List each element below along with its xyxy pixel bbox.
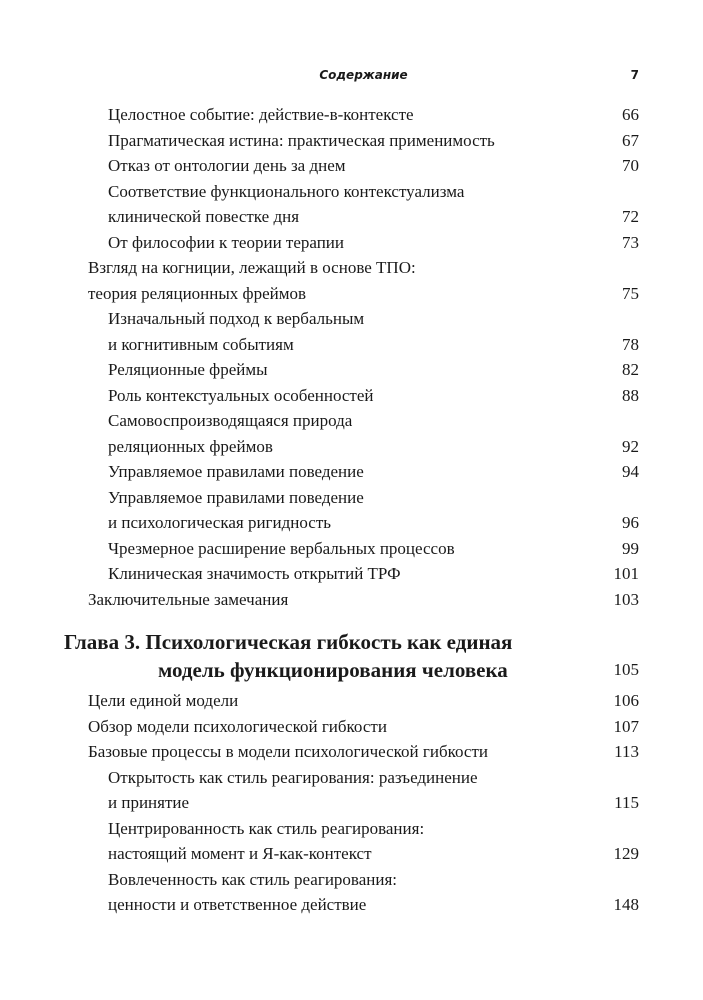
toc-entry-title: и психологическая ригидность bbox=[108, 513, 332, 532]
toc-entry-page: 101 bbox=[613, 564, 639, 583]
toc-entry-page: 92 bbox=[622, 436, 639, 456]
toc-entry[interactable] bbox=[0, 179, 703, 230]
toc-entry-title: Вовлеченность как стиль реагирования: bbox=[108, 869, 398, 889]
toc-entry-page: 103 bbox=[613, 589, 639, 609]
toc-entry-page: 94 bbox=[622, 462, 639, 481]
toc-entry-page: 73 bbox=[622, 232, 639, 252]
toc-entry[interactable] bbox=[0, 357, 703, 383]
toc-entry-title: реляционных фреймов bbox=[108, 436, 273, 456]
toc-entry[interactable] bbox=[0, 255, 703, 306]
chapter-title-line-1: Глава 3. Психологическая гибкость как единая bbox=[64, 630, 513, 654]
toc-entry-title: клинической повестке дня bbox=[108, 207, 300, 226]
chapter-page-number: 105 bbox=[613, 660, 639, 679]
toc-entry-page: 70 bbox=[622, 156, 639, 175]
toc-entry[interactable] bbox=[0, 714, 703, 740]
toc-entry-title: теория реляционных фреймов bbox=[88, 283, 306, 303]
toc-list-chapter-2-tail bbox=[0, 102, 703, 612]
toc-entry[interactable] bbox=[0, 485, 703, 536]
toc-entry-title: Прагматическая истина: практическая применимость bbox=[108, 130, 495, 150]
toc-entry[interactable] bbox=[0, 536, 703, 562]
toc-entry-page: 88 bbox=[622, 385, 639, 405]
toc-entry-page: 148 bbox=[613, 895, 639, 914]
toc-entry-title: Управляемое правилами поведение bbox=[108, 462, 364, 481]
toc-entry[interactable] bbox=[0, 587, 703, 613]
toc-entry[interactable] bbox=[0, 153, 703, 179]
toc-entry[interactable] bbox=[0, 306, 703, 357]
toc-entry[interactable] bbox=[0, 383, 703, 409]
toc-entry-page: 106 bbox=[613, 691, 639, 710]
page-number: 7 bbox=[630, 68, 639, 82]
toc-entry-page: 78 bbox=[622, 334, 639, 354]
toc-entry-page: 96 bbox=[622, 513, 639, 532]
toc-entry[interactable] bbox=[0, 688, 703, 714]
toc-entry-page: 82 bbox=[622, 360, 639, 379]
toc-entry-title: Заключительные замечания bbox=[88, 589, 289, 609]
chapter-heading[interactable] bbox=[0, 628, 703, 684]
table-of-contents bbox=[0, 102, 703, 918]
toc-entry-title: Изначальный подход к вербальным bbox=[108, 309, 365, 328]
toc-entry-page: 129 bbox=[613, 844, 639, 863]
toc-entry-title: Базовые процессы в модели психологической гибкости bbox=[88, 742, 489, 761]
running-head bbox=[88, 66, 639, 86]
toc-entry-title: и когнитивным событиям bbox=[108, 334, 294, 354]
toc-entry-title: Реляционные фреймы bbox=[108, 360, 268, 379]
toc-entry[interactable] bbox=[0, 408, 703, 459]
toc-entry-title: Управляемое правилами поведение bbox=[108, 487, 364, 507]
toc-entry[interactable] bbox=[0, 459, 703, 485]
toc-entry-title: и принятие bbox=[108, 793, 190, 812]
running-head-title: Содержание bbox=[319, 68, 408, 82]
toc-entry-page: 115 bbox=[614, 793, 639, 812]
toc-entry[interactable] bbox=[0, 739, 703, 765]
toc-entry-title: Центрированность как стиль реагирования: bbox=[108, 818, 425, 838]
toc-entry-page: 107 bbox=[613, 716, 639, 736]
toc-entry-title: Клиническая значимость открытий ТРФ bbox=[108, 564, 401, 583]
toc-entry-page: 75 bbox=[622, 283, 639, 303]
toc-entry-title: настоящий момент и Я-как-контекст bbox=[108, 844, 372, 863]
toc-entry-title: От философии к теории терапии bbox=[108, 232, 344, 252]
toc-entry[interactable] bbox=[0, 102, 703, 128]
toc-entry[interactable] bbox=[0, 867, 703, 918]
toc-entry-title: Целостное событие: действие-в-контексте bbox=[108, 105, 414, 124]
toc-entry-title: Цели единой модели bbox=[88, 691, 239, 710]
toc-entry-title: Чрезмерное расширение вербальных процессов bbox=[108, 538, 455, 558]
toc-entry-title: Соответствие функционального контекстуализма bbox=[108, 181, 465, 201]
toc-entry-title: Обзор модели психологической гибкости bbox=[88, 716, 387, 736]
toc-entry-title: Самовоспроизводящаяся природа bbox=[108, 411, 353, 430]
toc-entry[interactable] bbox=[0, 765, 703, 816]
toc-entry-page: 67 bbox=[622, 130, 639, 150]
toc-list-chapter-3 bbox=[0, 688, 703, 918]
toc-entry-title: Отказ от онтологии день за днем bbox=[108, 156, 346, 175]
toc-entry-title: Открытость как стиль реагирования: разъединение bbox=[108, 767, 478, 787]
toc-entry-page: 99 bbox=[622, 538, 639, 558]
toc-entry-page: 113 bbox=[614, 742, 639, 761]
toc-entry-title: Взгляд на когниции, лежащий в основе ТПО: bbox=[88, 258, 416, 277]
chapter-title-line-2: модель функционирования человека bbox=[158, 658, 508, 682]
toc-entry-title: ценности и ответственное действие bbox=[108, 895, 367, 914]
toc-entry-page: 72 bbox=[622, 207, 639, 226]
toc-entry[interactable] bbox=[0, 816, 703, 867]
toc-entry[interactable] bbox=[0, 128, 703, 154]
toc-entry-title: Роль контекстуальных особенностей bbox=[108, 385, 374, 405]
toc-entry-page: 66 bbox=[622, 105, 639, 124]
toc-entry[interactable] bbox=[0, 561, 703, 587]
toc-entry[interactable] bbox=[0, 230, 703, 256]
